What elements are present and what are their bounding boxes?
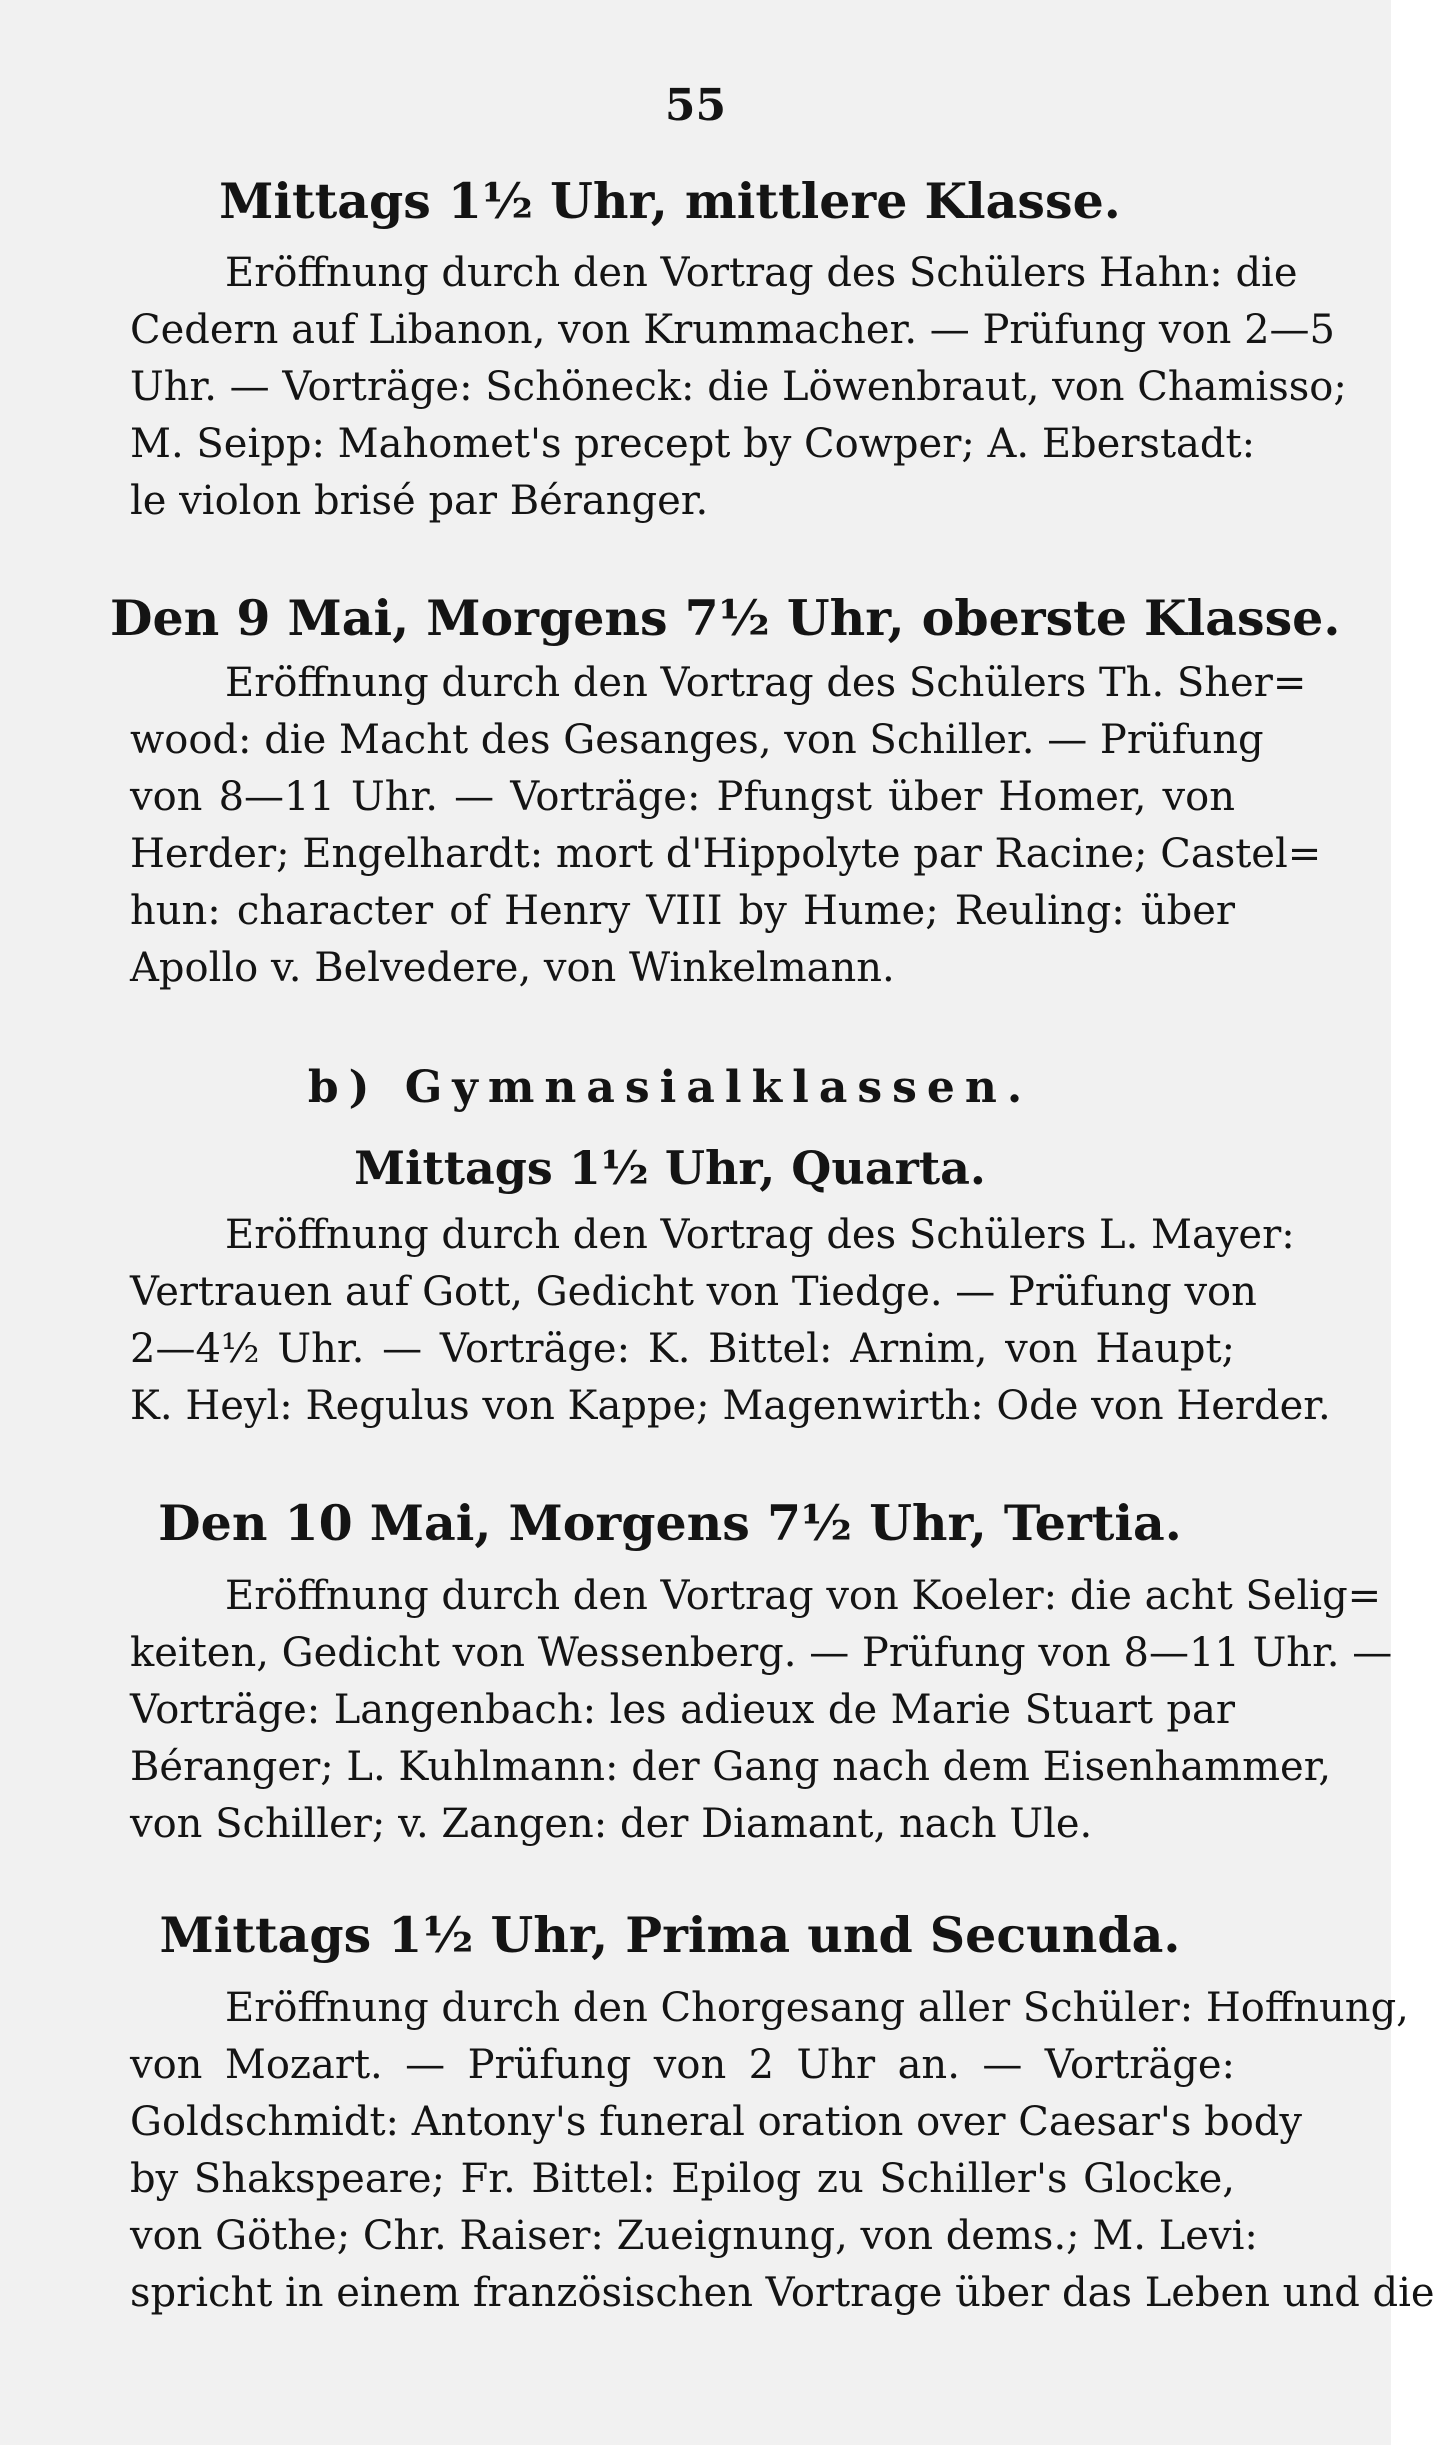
text-line: Eröffnung durch den Vortrag des Schülers Th. Sher= xyxy=(225,660,1307,706)
section-heading: Den 10 Mai, Morgens 7½ Uhr, Tertia. xyxy=(158,1494,1182,1552)
section-heading: b) Gymnasialklassen. xyxy=(307,1062,1033,1113)
text-line: hun: character of Henry VIII by Hume; Reuling: über xyxy=(130,888,1235,934)
text-line: Apollo v. Belvedere, von Winkelmann. xyxy=(130,945,895,991)
section-heading: Mittags 1½ Uhr, Prima und Secunda. xyxy=(159,1906,1181,1964)
text-line: Herder; Engelhardt: mort d'Hippolyte par Racine; Castel= xyxy=(130,831,1322,877)
section-paragraph xyxy=(130,655,1322,997)
text-line: K. Heyl: Regulus von Kappe; Magenwirth: Ode von Herder. xyxy=(130,1383,1331,1429)
text-line: Eröffnung durch den Vortrag des Schülers Hahn: die xyxy=(225,250,1298,296)
text-line: Vertrauen auf Gott, Gedicht von Tiedge. — Prüfung von xyxy=(130,1269,1257,1315)
text-line: Eröffnung durch den Chorgesang aller Schüler: Hoffnung, xyxy=(225,1985,1409,2031)
text-line: von Schiller; v. Zangen: der Diamant, nach Ule. xyxy=(130,1801,1093,1847)
text-line: Vorträge: Langenbach: les adieux de Marie Stuart par xyxy=(130,1687,1235,1733)
text-line: spricht in einem französischen Vortrage über das Leben und die xyxy=(130,2270,1435,2316)
text-line: Eröffnung durch den Vortrag von Koeler: die acht Selig= xyxy=(225,1573,1382,1619)
page-number: 55 xyxy=(664,80,727,131)
text-line: Goldschmidt: Antony's funeral oration over Caesar's body xyxy=(130,2099,1303,2145)
section-paragraph xyxy=(130,1980,1435,2322)
section-heading: Mittags 1½ Uhr, Quarta. xyxy=(354,1141,986,1195)
text-line: by Shakspeare; Fr. Bittel: Epilog zu Schiller's Glocke, xyxy=(130,2156,1235,2202)
text-line: keiten, Gedicht von Wessenberg. — Prüfung von 8—11 Uhr. — xyxy=(130,1630,1393,1676)
text-line: Cedern auf Libanon, von Krummacher. — Prüfung von 2—5 xyxy=(130,307,1335,353)
section-paragraph xyxy=(130,1568,1393,1853)
text-line: von Göthe; Chr. Raiser: Zueignung, von dems.; M. Levi: xyxy=(130,2213,1258,2259)
text-line: wood: die Macht des Gesanges, von Schiller. — Prüfung xyxy=(130,717,1264,763)
text-line: Eröffnung durch den Vortrag des Schülers L. Mayer: xyxy=(225,1212,1295,1258)
text-line: le violon brisé par Béranger. xyxy=(130,478,709,524)
text-line: Uhr. — Vorträge: Schöneck: die Löwenbraut, von Chamisso; xyxy=(130,364,1347,410)
text-line: Béranger; L. Kuhlmann: der Gang nach dem Eisenhammer, xyxy=(130,1744,1332,1790)
section-heading: Den 9 Mai, Morgens 7½ Uhr, oberste Klasse. xyxy=(110,589,1341,647)
section-paragraph xyxy=(130,1207,1331,1435)
text-line: von Mozart. — Prüfung von 2 Uhr an. — Vorträge: xyxy=(130,2042,1235,2088)
text-line: 2—4½ Uhr. — Vorträge: K. Bittel: Arnim, von Haupt; xyxy=(130,1326,1235,1372)
section-paragraph xyxy=(130,245,1347,530)
section-heading: Mittags 1½ Uhr, mittlere Klasse. xyxy=(219,172,1121,230)
text-line: von 8—11 Uhr. — Vorträge: Pfungst über Homer, von xyxy=(130,774,1235,820)
text-line: M. Seipp: Mahomet's precept by Cowper; A. Eberstadt: xyxy=(130,421,1256,467)
